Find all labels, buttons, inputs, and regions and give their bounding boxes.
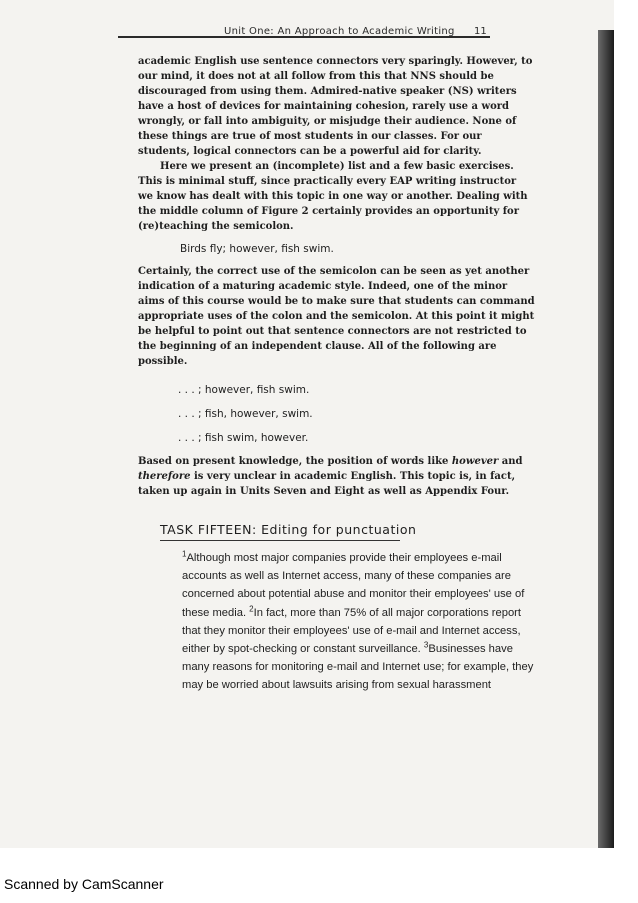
text-line: students, logical connectors can be a powerful aid for clarity. — [138, 146, 482, 157]
scanner-watermark: Scanned by CamScanner — [4, 876, 164, 892]
text-line: Certainly, the correct use of the semicolon can be seen as yet another — [138, 266, 530, 277]
text-line: be helpful to point out that sentence connectors are not restricted to — [138, 326, 527, 337]
page-edge-shadow — [598, 30, 614, 848]
text-line: indication of a maturing academic style. Indeed, one of the minor — [138, 281, 508, 292]
paragraph-3 — [138, 264, 535, 369]
text-line: aims of this course would be to make sure that students can command — [138, 296, 535, 307]
paragraph-2 — [138, 159, 528, 234]
paragraph-4 — [138, 454, 523, 499]
text-line: therefore is very unclear in academic English. This topic is, in fact, — [138, 471, 516, 482]
text-line: This is minimal stuff, since practically every EAP writing instructor — [138, 176, 517, 187]
text-line: may be worried about lawsuits arising from sexual harassment — [182, 679, 492, 692]
text-line: these media. $^2$In fact, more than 75% of all major corporations report — [182, 603, 522, 619]
text-line: discouraged from using them. Admired-native speaker (NS) writers — [138, 86, 517, 97]
example-sentence: Birds fly; however, fish swim. — [180, 243, 334, 255]
text-line: $^1$Although most major companies provide their employees e-mail — [182, 549, 502, 564]
page-number: 11 — [474, 26, 487, 37]
text-line: Here we present an (incomplete) list and a few basic exercises. — [160, 161, 514, 172]
example-line-2: . . . ; fish, however, swim. — [178, 408, 313, 420]
sentence-number: 3 — [423, 640, 429, 650]
text-line: our mind, it does not at all follow from this that NNS should be — [138, 71, 494, 82]
text-line: taken up again in Units Seven and Eight as well as Appendix Four. — [138, 486, 510, 497]
text-line: Based on present knowledge, the position of words like however and — [138, 456, 523, 467]
text-line: the beginning of an independent clause. All of the following are — [138, 341, 497, 352]
text-line: academic English use sentence connectors very sparingly. However, to — [138, 56, 533, 67]
text-line: (re)teaching the semicolon. — [138, 221, 294, 232]
running-head: Unit One: An Approach to Academic Writing — [224, 26, 455, 37]
task-heading-rule — [160, 540, 400, 541]
text-line: accounts as well as Internet access, many of these companies are — [182, 570, 511, 583]
example-line-1: . . . ; however, fish swim. — [178, 384, 310, 396]
text-line: many reasons for monitoring e-mail and Internet use; for example, they — [182, 661, 534, 674]
paragraph-1 — [138, 54, 533, 159]
text-line: these things are true of most students in our classes. For our — [138, 131, 482, 142]
sentence-number: 1 — [182, 549, 187, 559]
text-line: have a host of devices for maintaining cohesion, rarely use a word — [138, 101, 510, 112]
text-line: we know has dealt with this topic in one way or another. Dealing with — [138, 191, 528, 202]
sentence-number: 2 — [249, 603, 254, 613]
text-line: that they monitor their employees' use of e-mail and Internet access, — [182, 624, 521, 637]
emphasis-however: however — [451, 456, 499, 467]
text-line: appropriate uses of the colon and the semicolon. At this point it might — [138, 311, 535, 322]
text-line: either by spot-checking or constant surveillance. $^3$Businesses have — [182, 640, 513, 656]
example-line-3: . . . ; fish swim, however. — [178, 432, 309, 444]
text-line: wrongly, or fall into ambiguity, or misjudge their audience. None of — [138, 116, 517, 127]
task-heading: TASK FIFTEEN: Editing for punctuation — [160, 522, 417, 537]
task-passage — [182, 549, 534, 695]
text-line: possible. — [138, 356, 188, 367]
text-line: the middle column of Figure 2 certainly provides an opportunity for — [138, 206, 519, 217]
text-line: concerned about potential abuse and monitor their employees' use of — [182, 588, 525, 601]
emphasis-therefore: therefore — [138, 471, 191, 482]
